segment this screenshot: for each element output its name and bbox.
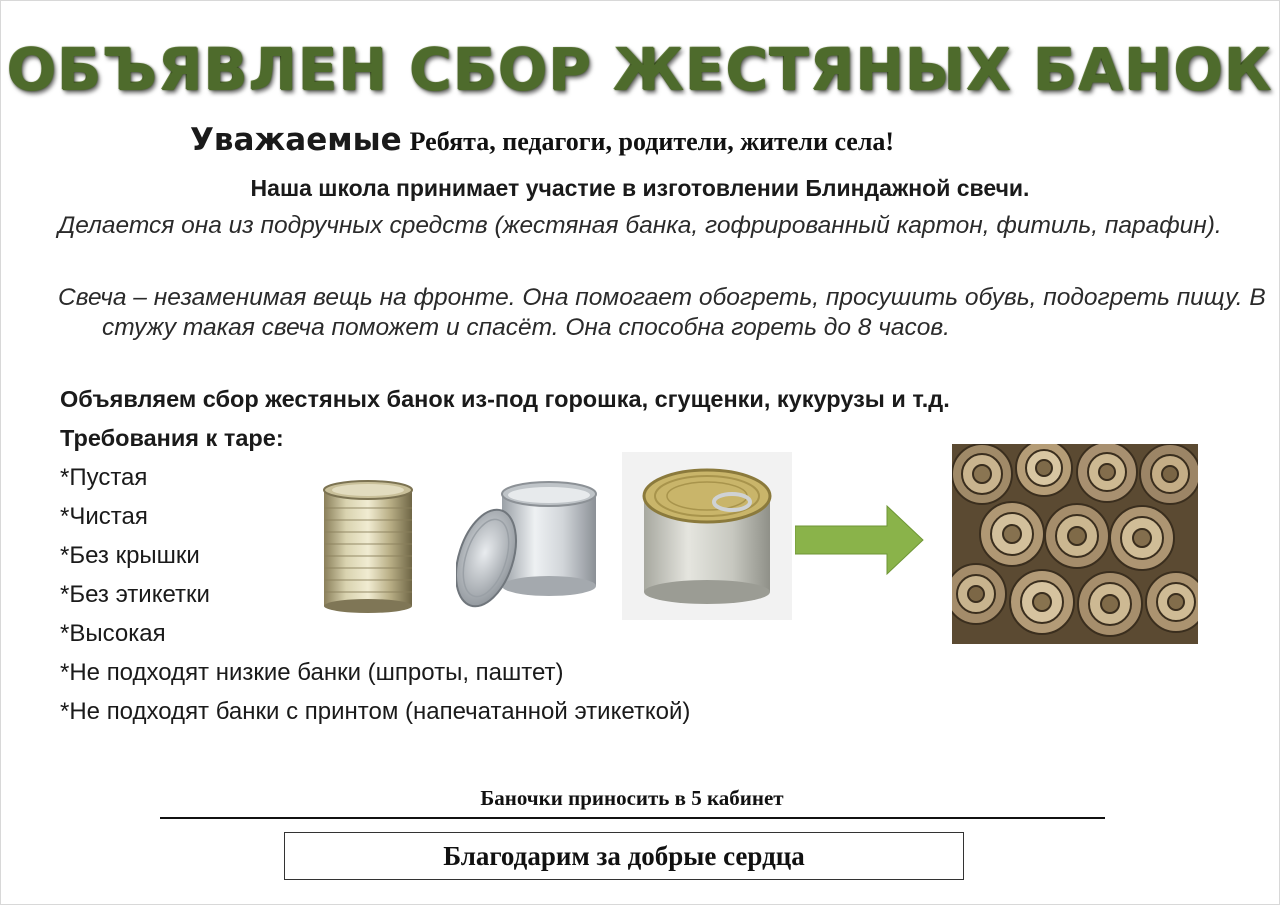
requirement-item: *Чистая — [60, 503, 148, 530]
requirements-title: Требования к таре: — [60, 425, 284, 451]
thanks-text: Благодарим за добрые сердца — [443, 841, 805, 871]
page-title: ОБЪЯВЛЕН СБОР ЖЕСТЯНЫХ БАНОК — [7, 36, 1273, 104]
pull-tab-can-image — [622, 452, 792, 620]
school-line: Наша школа принимает участие в изготовлении Блиндажной свечи. — [250, 175, 1030, 201]
requirement-item: *Без крышки — [60, 542, 200, 569]
requirement-item: *Без этикетки — [60, 581, 210, 608]
open-can-with-lid-image — [456, 478, 601, 610]
collect-announcement: Объявляем сбор жестяных банок из-под горошка, сгущенки, кукурузы и т.д. — [60, 386, 950, 412]
requirement-item: *Пустая — [60, 464, 148, 491]
paragraph-purpose: Свеча – незаменимая вещь на фронте. Она помогает обогреть, просушить обувь, подогреть пищу. В стужу такая свеча поможет и спасёт. Она способна гореть до 8 часов. — [58, 284, 1266, 341]
tall-can-image — [318, 478, 418, 614]
requirement-item: *Не подходят низкие банки (шпроты, паштет) — [60, 659, 564, 686]
bring-instructions: Баночки приносить в 5 кабинет — [480, 786, 784, 810]
arrow-right-icon — [795, 504, 925, 576]
greeting-addressees: Ребята, педагоги, родители, жители села! — [409, 127, 895, 156]
requirement-item: *Не подходят банки с принтом (напечатанной этикеткой) — [60, 698, 691, 725]
requirement-item: *Высокая — [60, 620, 166, 647]
thanks-box — [284, 832, 964, 880]
greeting — [190, 122, 894, 158]
paragraph-materials: Делается она из подручных средств (жестяная банка, гофрированный картон, фитиль, парафин). — [58, 212, 1222, 239]
divider-line — [160, 817, 1105, 819]
cardboard-candles-photo — [952, 444, 1198, 644]
greeting-lead: Уважаемые — [190, 122, 402, 158]
